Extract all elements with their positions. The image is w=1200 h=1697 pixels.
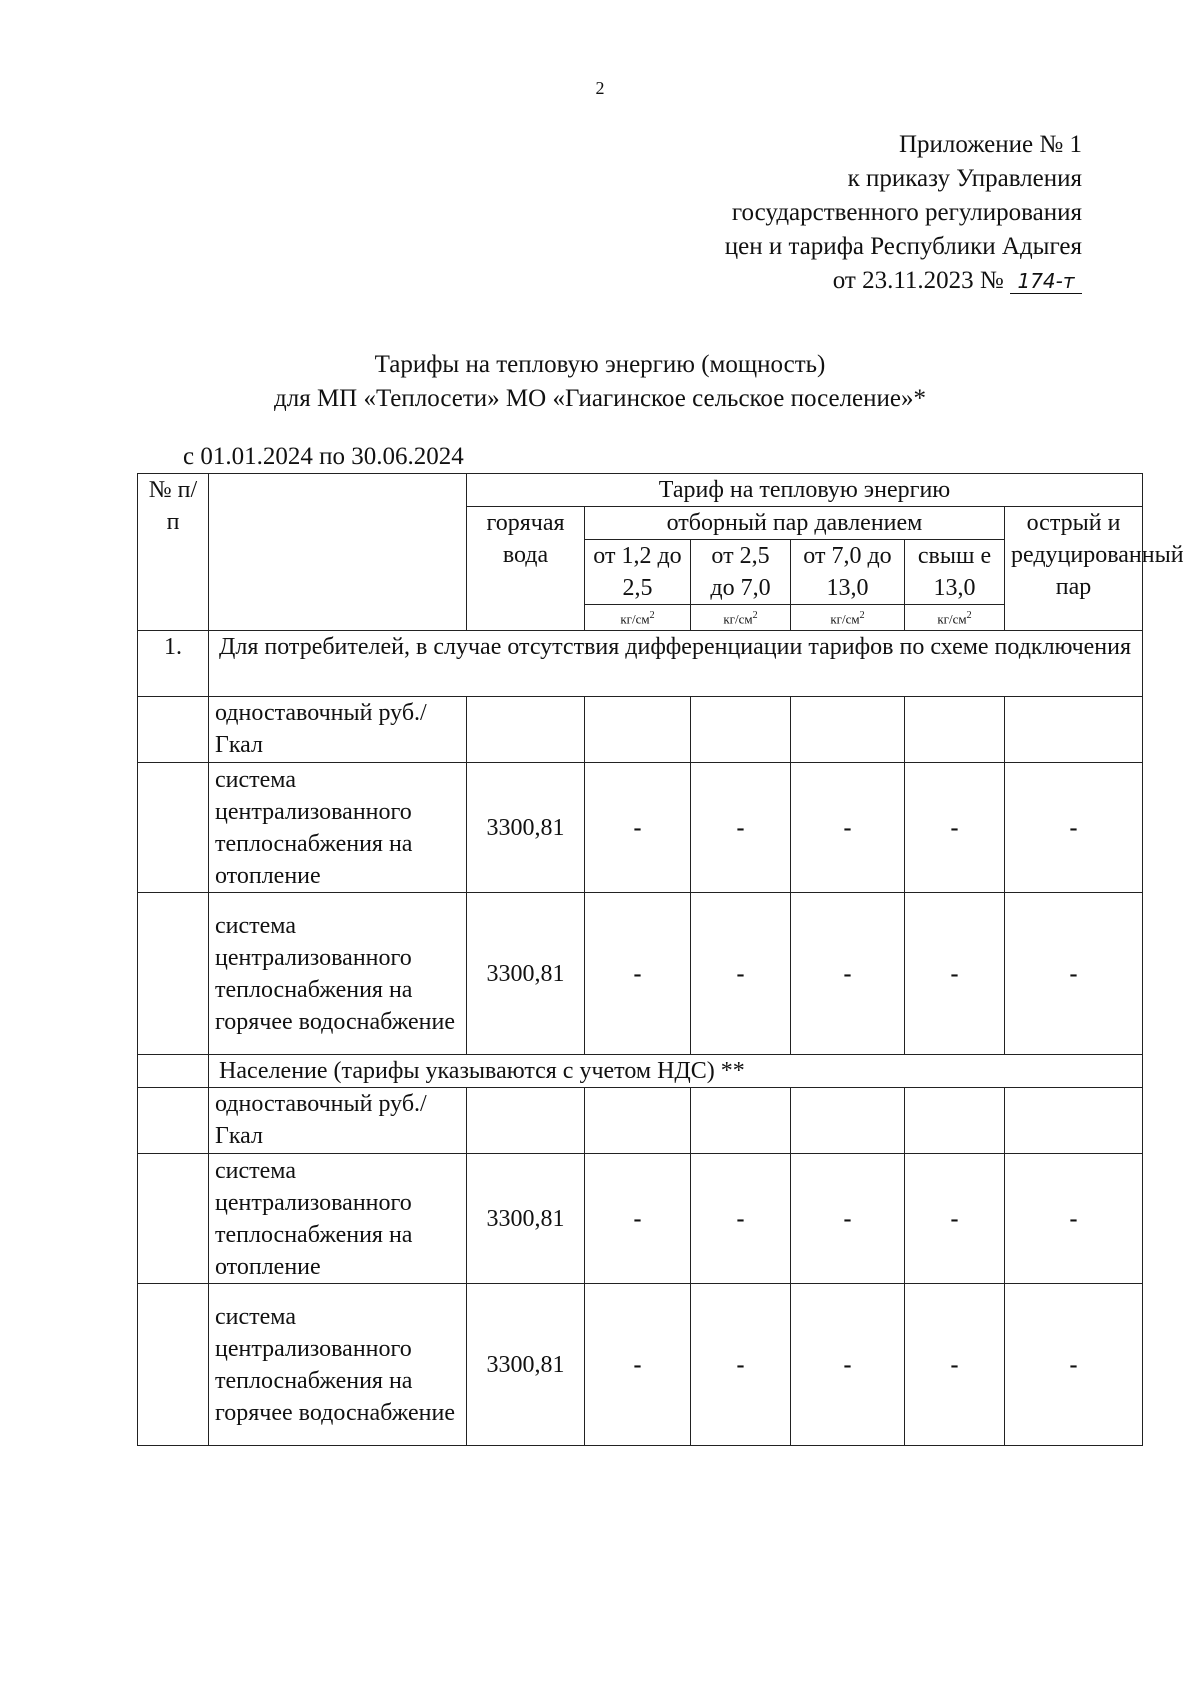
- dash-cell: -: [1005, 893, 1143, 1055]
- row-label: система централизованного теплоснабжения на горячее водоснабжение: [209, 893, 467, 1055]
- unit-text: кг/см: [620, 611, 650, 627]
- unit-superscript: 2: [752, 609, 758, 621]
- appendix-line: цен и тарифа Республики Адыгея: [724, 233, 1082, 260]
- dash-cell: -: [791, 1154, 905, 1284]
- hot-water-value: 3300,81: [467, 763, 585, 893]
- dash-cell: -: [791, 763, 905, 893]
- value-cell: [585, 697, 691, 763]
- row-num-cell: [138, 893, 209, 1055]
- row-label: одноставочный руб./Гкал: [209, 1088, 467, 1154]
- dash-cell: -: [791, 1284, 905, 1446]
- unit-superscript: 2: [966, 609, 972, 621]
- row-num-cell: [138, 1088, 209, 1154]
- value-cell: [905, 697, 1005, 763]
- unit-superscript: 2: [649, 609, 655, 621]
- header-pressure-1: от 1,2 до 2,5: [585, 540, 691, 605]
- unit-cell: [905, 605, 1005, 631]
- appendix-line: государственного регулирования: [731, 199, 1082, 226]
- handwritten-order-number: 174-т: [1010, 269, 1082, 294]
- dash-cell: -: [585, 1154, 691, 1284]
- unit-text: кг/см: [937, 611, 967, 627]
- value-cell: [467, 697, 585, 763]
- header-num: № п/п: [138, 474, 209, 631]
- dash-cell: -: [905, 1154, 1005, 1284]
- title-line: Тарифы на тепловую энергию (мощность): [374, 351, 826, 378]
- period-label: с 01.01.2024 по 30.06.2024: [183, 443, 464, 470]
- value-cell: [1005, 697, 1143, 763]
- dash-cell: -: [1005, 1284, 1143, 1446]
- appendix-date-line: [725, 264, 1082, 298]
- dash-cell: -: [691, 1284, 791, 1446]
- dash-cell: -: [585, 1284, 691, 1446]
- dash-cell: -: [585, 893, 691, 1055]
- header-pressure-2: от 2,5 до 7,0: [691, 540, 791, 605]
- unit-text: кг/см: [830, 611, 860, 627]
- unit-text: кг/см: [723, 611, 753, 627]
- row-num-cell: [138, 1284, 209, 1446]
- dash-cell: -: [1005, 1154, 1143, 1284]
- dash-cell: -: [691, 1154, 791, 1284]
- section-title: Для потребителей, в случае отсутствия дифференциации тарифов по схеме подключения: [209, 631, 1143, 697]
- dash-cell: -: [1005, 763, 1143, 893]
- row-label: система централизованного теплоснабжения на отопление: [209, 763, 467, 893]
- dash-cell: -: [905, 1284, 1005, 1446]
- page-number: 2: [595, 78, 605, 98]
- header-steam: отборный пар давлением: [585, 507, 1005, 540]
- dash-cell: -: [905, 893, 1005, 1055]
- value-cell: [791, 697, 905, 763]
- row-num-cell: [138, 1154, 209, 1284]
- section-num: 1.: [138, 631, 209, 697]
- header-tariff: Тариф на тепловую энергию: [467, 474, 1143, 507]
- value-cell: [585, 1088, 691, 1154]
- header-pressure-4: свыш е 13,0: [905, 540, 1005, 605]
- appendix-line: к приказу Управления: [847, 165, 1082, 192]
- header-sharp-steam: острый и редуцированный пар: [1005, 507, 1143, 631]
- dash-cell: -: [585, 763, 691, 893]
- unit-cell: [585, 605, 691, 631]
- hot-water-value: 3300,81: [467, 1154, 585, 1284]
- dash-cell: -: [791, 893, 905, 1055]
- section-title: Население (тарифы указываются с учетом НДС) **: [209, 1055, 1143, 1088]
- value-cell: [691, 697, 791, 763]
- header-empty: [209, 474, 467, 631]
- title-line: для МП «Теплосети» МО «Гиагинское сельское поселение»*: [274, 385, 926, 412]
- row-label: одноставочный руб./Гкал: [209, 697, 467, 763]
- appendix-block: [725, 128, 1082, 298]
- appendix-line: Приложение № 1: [898, 131, 1082, 158]
- dash-cell: -: [691, 893, 791, 1055]
- dash-cell: -: [905, 763, 1005, 893]
- value-cell: [1005, 1088, 1143, 1154]
- dash-cell: -: [691, 763, 791, 893]
- value-cell: [467, 1088, 585, 1154]
- header-pressure-3: от 7,0 до 13,0: [791, 540, 905, 605]
- unit-cell: [691, 605, 791, 631]
- value-cell: [691, 1088, 791, 1154]
- unit-superscript: 2: [859, 609, 865, 621]
- hot-water-value: 3300,81: [467, 893, 585, 1055]
- tariff-table: [137, 473, 1184, 1446]
- section-num: [138, 1055, 209, 1088]
- header-hot-water: горячая вода: [467, 507, 585, 631]
- row-label: система централизованного теплоснабжения на горячее водоснабжение: [209, 1284, 467, 1446]
- appendix-date: от 23.11.2023 №: [832, 267, 1004, 294]
- value-cell: [905, 1088, 1005, 1154]
- value-cell: [791, 1088, 905, 1154]
- hot-water-value: 3300,81: [467, 1284, 585, 1446]
- row-num-cell: [138, 697, 209, 763]
- document-title: [0, 348, 1200, 416]
- row-num-cell: [138, 763, 209, 893]
- unit-cell: [791, 605, 905, 631]
- row-label: система централизованного теплоснабжения на отопление: [209, 1154, 467, 1284]
